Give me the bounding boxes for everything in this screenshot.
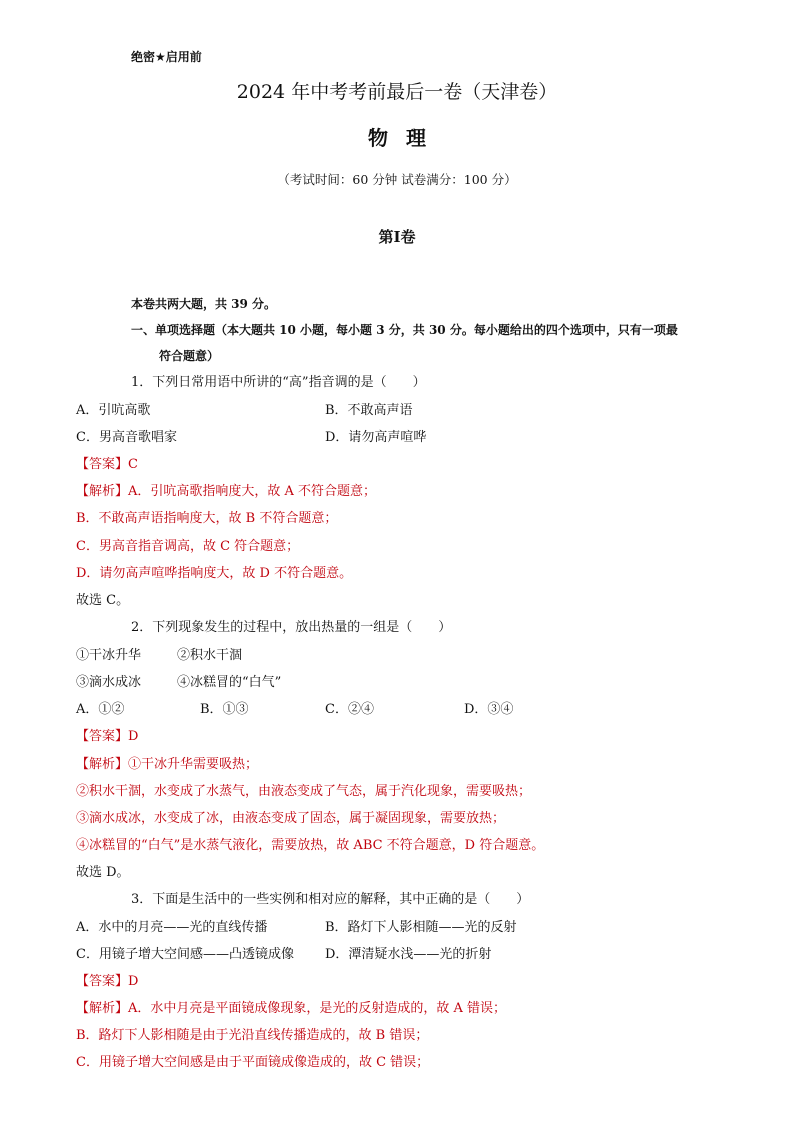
q2-item-3: ③滴水成冰 bbox=[76, 675, 142, 690]
q2-option-d: D．③④ bbox=[464, 702, 514, 717]
section-heading-cont: 符合题意） bbox=[159, 349, 220, 363]
q2-item-4: ④冰糕冒的“白气” bbox=[177, 675, 282, 690]
section-heading: 一、单项选择题（本大题共 10 小题，每小题 3 分，共 30 分。每小题给出的四个选项中，只有一项最 bbox=[131, 323, 678, 337]
q3-option-d: D．潭清疑水浅——光的折射 bbox=[325, 947, 492, 962]
answer-value: D bbox=[128, 729, 139, 744]
q2-answer bbox=[76, 728, 138, 746]
q1-option-a: A．引吭高歌 bbox=[76, 403, 151, 418]
q2-analysis-1 bbox=[76, 756, 258, 774]
q1-analysis-4: D．请勿高声喧哗指响度大，故 D 不符合题意。 bbox=[76, 566, 353, 581]
q2-analysis-4: ④冰糕冒的“白气”是水蒸气液化，需要放热，故 ABC 不符合题意，D 符合题意。 bbox=[76, 838, 545, 853]
q3-analysis-1 bbox=[76, 1000, 506, 1018]
q2-item-2: ②积水干涸 bbox=[177, 648, 243, 663]
q1-option-b: B．不敢高声语 bbox=[325, 403, 413, 418]
q2-analysis-3: ③滴水成冰，水变成了冰，由液态变成了固态，属于凝固现象，需要放热； bbox=[76, 811, 506, 826]
q2-stem: 2．下列现象发生的过程中，放出热量的一组是（ ） bbox=[131, 620, 452, 635]
q2-option-b: B．①③ bbox=[200, 702, 249, 717]
analysis-text: A．引吭高歌指响度大，故 A 不符合题意； bbox=[128, 484, 377, 499]
q1-analysis-3: C．男高音指音调高，故 C 符合题意； bbox=[76, 539, 300, 554]
q3-answer bbox=[76, 973, 138, 991]
secret-label: 绝密★启用前 bbox=[131, 50, 202, 64]
analysis-label: 【解析】 bbox=[76, 1001, 129, 1016]
q2-option-a: A．①② bbox=[76, 702, 125, 717]
q1-conclusion: 故选 C。 bbox=[76, 593, 130, 608]
q3-option-a: A．水中的月亮——光的直线传播 bbox=[76, 920, 268, 935]
q1-analysis-1 bbox=[76, 483, 376, 501]
q2-item-1: ①干冰升华 bbox=[76, 648, 142, 663]
analysis-label: 【解析】 bbox=[76, 484, 129, 499]
q2-analysis-2: ②积水干涸，水变成了水蒸气，由液态变成了气态，属于汽化现象，需要吸热； bbox=[76, 784, 532, 799]
answer-value: D bbox=[128, 974, 139, 989]
answer-value: C bbox=[128, 457, 138, 472]
volume-title: 第Ⅰ卷 bbox=[378, 228, 416, 246]
q3-analysis-3: C．用镜子增大空间感是由于平面镜成像造成的，故 C 错误； bbox=[76, 1055, 430, 1070]
analysis-text: A．水中月亮是平面镜成像现象，是光的反射造成的，故 A 错误； bbox=[128, 1001, 507, 1016]
exam-title: 2024 年中考考前最后一卷（天津卷） bbox=[236, 81, 558, 103]
exam-info: （考试时间：60 分钟 试卷满分：100 分） bbox=[277, 172, 517, 187]
q1-answer bbox=[76, 456, 138, 474]
q3-option-c: C．用镜子增大空间感——凸透镜成像 bbox=[76, 947, 294, 962]
q3-analysis-2: B．路灯下人影相随是由于光沿直线传播造成的，故 B 错误； bbox=[76, 1028, 429, 1043]
q2-conclusion: 故选 D。 bbox=[76, 865, 130, 880]
q1-analysis-2: B．不敢高声语指响度大，故 B 不符合题意； bbox=[76, 511, 338, 526]
q3-stem: 3．下面是生活中的一些实例和相对应的解释，其中正确的是（ ） bbox=[131, 892, 530, 907]
q3-option-b: B．路灯下人影相随——光的反射 bbox=[325, 920, 517, 935]
answer-label: 【答案】 bbox=[76, 974, 129, 989]
q1-option-d: D．请勿高声喧哗 bbox=[325, 430, 427, 445]
paper-summary: 本卷共两大题，共 39 分。 bbox=[131, 297, 277, 311]
subject-title: 物理 bbox=[368, 126, 444, 150]
q1-option-c: C．男高音歌唱家 bbox=[76, 430, 177, 445]
q1-stem: 1．下列日常用语中所讲的“高”指音调的是（ ） bbox=[131, 375, 426, 390]
analysis-text: ①干冰升华需要吸热； bbox=[128, 757, 259, 772]
q2-option-c: C．②④ bbox=[325, 702, 374, 717]
answer-label: 【答案】 bbox=[76, 729, 129, 744]
analysis-label: 【解析】 bbox=[76, 757, 129, 772]
answer-label: 【答案】 bbox=[76, 457, 129, 472]
